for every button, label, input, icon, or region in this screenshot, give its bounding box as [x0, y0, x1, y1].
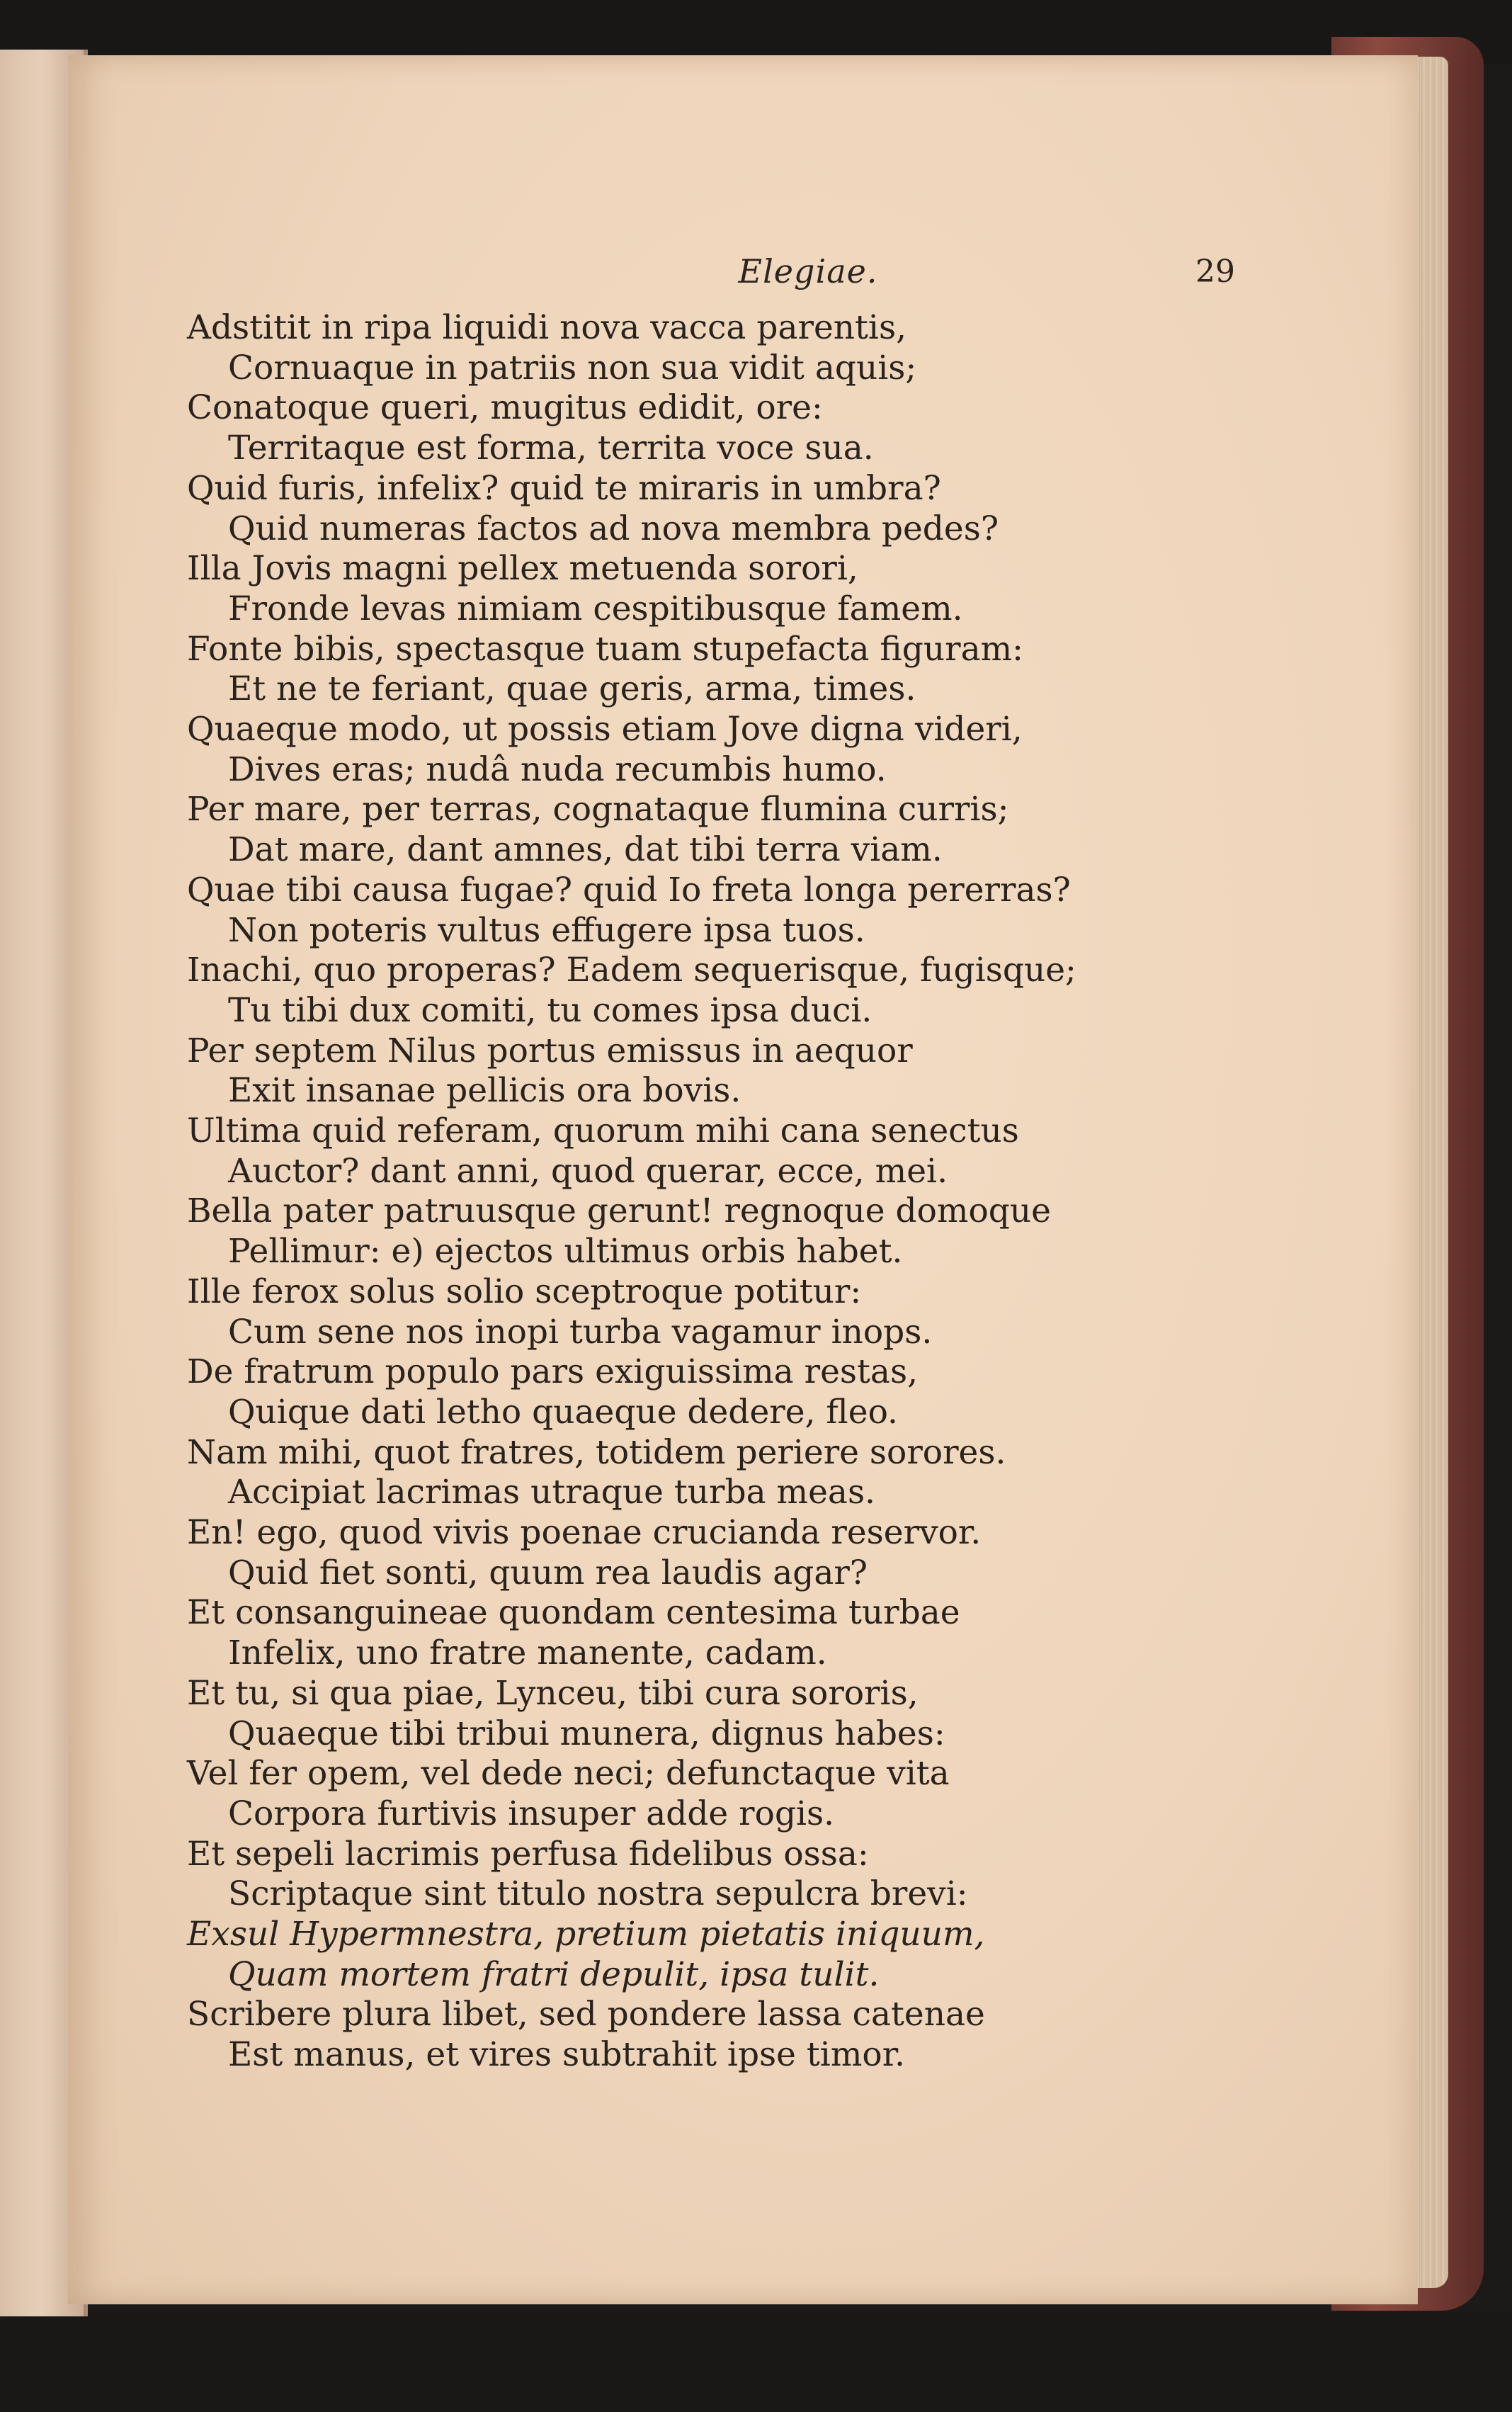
- poem-line: Dat mare, dant amnes, dat tibi terra viam.: [228, 830, 943, 869]
- poem-line: Nam mihi, quot fratres, totidem periere sorores.: [187, 1433, 1006, 1472]
- poem-line: Et consanguineae quondam centesima turbae: [187, 1593, 960, 1632]
- scan-background-top: [0, 0, 1512, 64]
- poem-line: Scribere plura libet, sed pondere lassa catenae: [187, 1995, 985, 2034]
- poem-line: Illa Jovis magni pellex metuenda sorori,: [187, 549, 858, 588]
- poem-line: Conatoque queri, mugitus edidit, ore:: [187, 388, 823, 427]
- poem-line: Et ne te feriant, quae geris, arma, times.: [228, 669, 916, 708]
- poem-line: Quaeque modo, ut possis etiam Jove digna videri,: [187, 710, 1023, 749]
- poem-line: Est manus, et vires subtrahit ipse timor.: [228, 2035, 905, 2074]
- poem-line: Quique dati letho quaeque dedere, fleo.: [228, 1393, 898, 1432]
- poem-line: Non poteris vultus effugere ipsa tuos.: [228, 911, 865, 950]
- poem-line: Fronde levas nimiam cespitibusque famem.: [228, 589, 963, 628]
- poem-line: Auctor? dant anni, quod querar, ecce, mei.: [228, 1152, 948, 1191]
- running-title: Elegiae.: [738, 252, 878, 290]
- poem-line: Territaque est forma, territa voce sua.: [228, 429, 874, 468]
- page-number: 29: [1195, 254, 1235, 290]
- poem-line: Et tu, si qua piae, Lynceu, tibi cura sororis,: [187, 1674, 919, 1713]
- poem-line: Tu tibi dux comiti, tu comes ipsa duci.: [228, 991, 872, 1030]
- poem-line: En! ego, quod vivis poenae crucianda reservor.: [187, 1513, 982, 1552]
- poem-line: Cum sene nos inopi turba vagamur inops.: [228, 1313, 933, 1352]
- poem-line: Quaeque tibi tribui munera, dignus habes:: [228, 1714, 945, 1753]
- poem-line: Vel fer opem, vel dede neci; defunctaque vita: [187, 1754, 950, 1793]
- poem-line: Adstitit in ripa liquidi nova vacca parentis,: [187, 308, 907, 347]
- poem-line: Quid fiet sonti, quum rea laudis agar?: [228, 1553, 868, 1592]
- poem-line: Per mare, per terras, cognataque flumina curris;: [187, 790, 1009, 829]
- poem-line: Ultima quid referam, quorum mihi cana senectus: [187, 1111, 1019, 1150]
- poem-line: Fonte bibis, spectasque tuam stupefacta figuram:: [187, 630, 1024, 669]
- poem-line: Per septem Nilus portus emissus in aequor: [187, 1031, 913, 1070]
- poem-line: Ille ferox solus solio sceptroque potitur:: [187, 1272, 862, 1311]
- poem-line: Quae tibi causa fugae? quid Io freta longa pererras?: [187, 871, 1071, 910]
- poem-line: Exit insanae pellicis ora bovis.: [228, 1071, 741, 1110]
- poem-line: Quam mortem fratri depulit, ipsa tulit.: [228, 1955, 880, 1994]
- poem-line: Quid furis, infelix? quid te miraris in umbra?: [187, 469, 941, 508]
- poem-line: Dives eras; nudâ nuda recumbis humo.: [228, 750, 887, 789]
- book-page: [68, 55, 1418, 2304]
- poem-line: Scriptaque sint titulo nostra sepulcra brevi:: [228, 1874, 968, 1913]
- poem-line: Inachi, quo properas? Eadem sequerisque, fugisque;: [187, 951, 1076, 990]
- poem-line: Exsul Hypermnestra, pretium pietatis iniquum,: [187, 1915, 985, 1954]
- poem-line: Bella pater patruusque gerunt! regnoque domoque: [187, 1191, 1051, 1230]
- poem-line: Accipiat lacrimas utraque turba meas.: [228, 1473, 875, 1512]
- poem-line: De fratrum populo pars exiguissima restas,: [187, 1352, 919, 1391]
- scan-background-bottom: [0, 2313, 1512, 2412]
- poem-line: Infelix, uno fratre manente, cadam.: [228, 1634, 827, 1672]
- poem-line: Quid numeras factos ad nova membra pedes?: [228, 509, 999, 548]
- poem-line: Cornuaque in patriis non sua vidit aquis;: [228, 349, 917, 387]
- poem-line: Corpora furtivis insuper adde rogis.: [228, 1794, 835, 1833]
- poem-line: Et sepeli lacrimis perfusa fidelibus ossa:: [187, 1835, 869, 1874]
- poem-line: Pellimur: e) ejectos ultimus orbis habet.: [228, 1232, 903, 1271]
